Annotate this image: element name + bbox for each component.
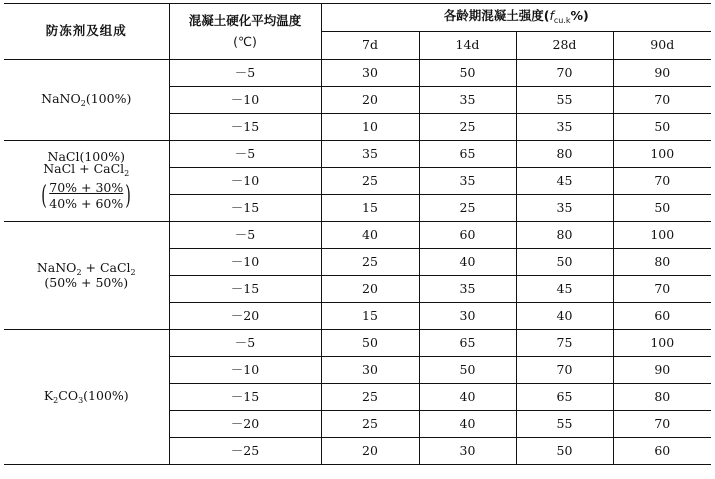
temperature-cell: －15 [169, 195, 321, 222]
header-strength-suffix: %) [570, 8, 589, 23]
antifreeze-strength-table [4, 3, 711, 465]
strength-cell-28d: 55 [516, 411, 613, 438]
header-strength-sub: cu.k [553, 16, 571, 25]
agent-cell [4, 141, 169, 222]
strength-cell-14d: 40 [419, 384, 516, 411]
header-age-7d: 7d [321, 32, 419, 60]
strength-cell-28d: 35 [516, 114, 613, 141]
header-age-14d: 14d [419, 32, 516, 60]
strength-cell-14d: 40 [419, 411, 516, 438]
table-row [4, 60, 711, 87]
strength-cell-14d: 25 [419, 114, 516, 141]
temperature-cell: －15 [169, 276, 321, 303]
ratio-denominator: 40% + 60% [49, 195, 124, 211]
strength-cell-90d: 70 [613, 87, 711, 114]
agent-cell [4, 222, 169, 330]
strength-cell-90d: 70 [613, 168, 711, 195]
agent-label-sub: 2 [80, 98, 86, 108]
temperature-cell: －5 [169, 60, 321, 87]
strength-cell-28d: 35 [516, 195, 613, 222]
strength-cell-28d: 70 [516, 60, 613, 87]
table-row [4, 222, 711, 249]
strength-cell-7d: 30 [321, 357, 419, 384]
strength-cell-90d: 50 [613, 114, 711, 141]
agent-label-sub2: 2 [130, 267, 136, 277]
agent-label-pre: NaCl(100%) [47, 148, 125, 164]
agent-label-line [4, 90, 169, 108]
agent-cell [4, 330, 169, 465]
strength-cell-7d: 25 [321, 411, 419, 438]
strength-cell-7d: 35 [321, 141, 419, 168]
strength-cell-28d: 40 [516, 303, 613, 330]
temperature-cell: －20 [169, 303, 321, 330]
strength-cell-90d: 70 [613, 276, 711, 303]
agent-label-line [4, 163, 169, 178]
temperature-cell: －10 [169, 87, 321, 114]
strength-cell-7d: 25 [321, 384, 419, 411]
strength-cell-14d: 40 [419, 249, 516, 276]
strength-cell-90d: 100 [613, 222, 711, 249]
header-age-90d: 90d [613, 32, 711, 60]
strength-cell-90d: 90 [613, 60, 711, 87]
ratio-numerator: 70% + 30% [49, 180, 124, 196]
temperature-cell: －10 [169, 249, 321, 276]
strength-cell-90d: 100 [613, 330, 711, 357]
strength-cell-28d: 50 [516, 438, 613, 465]
strength-cell-7d: 25 [321, 249, 419, 276]
agent-label-sub2: 3 [78, 395, 84, 405]
strength-cell-14d: 35 [419, 276, 516, 303]
strength-cell-28d: 80 [516, 141, 613, 168]
strength-cell-14d: 50 [419, 60, 516, 87]
strength-cell-14d: 35 [419, 87, 516, 114]
strength-cell-28d: 75 [516, 330, 613, 357]
strength-cell-90d: 50 [613, 195, 711, 222]
header-strength [321, 4, 711, 32]
strength-cell-90d: 80 [613, 384, 711, 411]
strength-cell-28d: 65 [516, 384, 613, 411]
strength-cell-14d: 50 [419, 357, 516, 384]
table-row [4, 141, 711, 168]
strength-cell-7d: 15 [321, 195, 419, 222]
strength-cell-14d: 65 [419, 330, 516, 357]
agent-label-pre: (50% + 50%) [44, 274, 129, 290]
temperature-cell: －15 [169, 114, 321, 141]
agent-label-pre: NaNO [41, 90, 81, 106]
strength-cell-90d: 80 [613, 249, 711, 276]
agent-label-post2: (100%) [83, 387, 129, 403]
strength-cell-28d: 55 [516, 87, 613, 114]
agent-cell [4, 60, 169, 141]
temperature-cell: －20 [169, 411, 321, 438]
strength-cell-28d: 80 [516, 222, 613, 249]
header-temperature [169, 4, 321, 60]
header-strength-prefix: 各龄期混凝土强度( [443, 8, 550, 23]
left-paren: ( [41, 180, 47, 211]
temperature-cell: －10 [169, 357, 321, 384]
agent-label-sub: 2 [124, 169, 130, 179]
ratio-stack [49, 180, 123, 211]
agent-label-post: CO [58, 387, 79, 403]
temperature-cell: －5 [169, 222, 321, 249]
strength-cell-7d: 25 [321, 168, 419, 195]
agent-label-sub: 2 [53, 395, 59, 405]
strength-cell-7d: 15 [321, 303, 419, 330]
temperature-cell: －5 [169, 141, 321, 168]
strength-cell-90d: 90 [613, 357, 711, 384]
temperature-cell: －5 [169, 330, 321, 357]
agent-label-post: (100%) [85, 90, 132, 106]
agent-label-pre: K [43, 387, 54, 403]
strength-cell-7d: 20 [321, 87, 419, 114]
strength-cell-90d: 60 [613, 438, 711, 465]
temperature-cell: －10 [169, 168, 321, 195]
header-age-28d: 28d [516, 32, 613, 60]
header-temperature-unit: (℃) [233, 34, 257, 49]
strength-cell-90d: 70 [613, 411, 711, 438]
strength-cell-7d: 20 [321, 438, 419, 465]
strength-cell-14d: 25 [419, 195, 516, 222]
strength-cell-14d: 30 [419, 438, 516, 465]
strength-cell-7d: 40 [321, 222, 419, 249]
agent-label-sub: 2 [76, 267, 82, 277]
strength-cell-7d: 10 [321, 114, 419, 141]
strength-cell-14d: 35 [419, 168, 516, 195]
strength-cell-7d: 50 [321, 330, 419, 357]
table-body [4, 60, 711, 465]
agent-label-post: + CaCl [81, 259, 131, 275]
temperature-cell: －25 [169, 438, 321, 465]
strength-cell-28d: 45 [516, 276, 613, 303]
agent-label-line [4, 274, 169, 290]
strength-cell-14d: 30 [419, 303, 516, 330]
strength-cell-14d: 65 [419, 141, 516, 168]
strength-cell-90d: 100 [613, 141, 711, 168]
agent-label-pre: NaNO [36, 259, 77, 275]
strength-cell-28d: 70 [516, 357, 613, 384]
strength-cell-14d: 60 [419, 222, 516, 249]
header-strength-f: f [549, 8, 554, 23]
strength-cell-7d: 30 [321, 60, 419, 87]
strength-cell-7d: 20 [321, 276, 419, 303]
header-temperature-line1: 混凝土硬化平均温度 [188, 12, 302, 28]
table-row [4, 330, 711, 357]
strength-cell-28d: 50 [516, 249, 613, 276]
strength-cell-90d: 60 [613, 303, 711, 330]
strength-cell-28d: 45 [516, 168, 613, 195]
agent-ratio-fraction [39, 180, 133, 211]
header-agent: 防冻剂及组成 [4, 4, 169, 60]
agent-label-line [4, 387, 169, 405]
agent-label-pre: NaCl + CaCl [43, 161, 125, 177]
temperature-cell: －15 [169, 384, 321, 411]
right-paren: ) [125, 180, 132, 211]
